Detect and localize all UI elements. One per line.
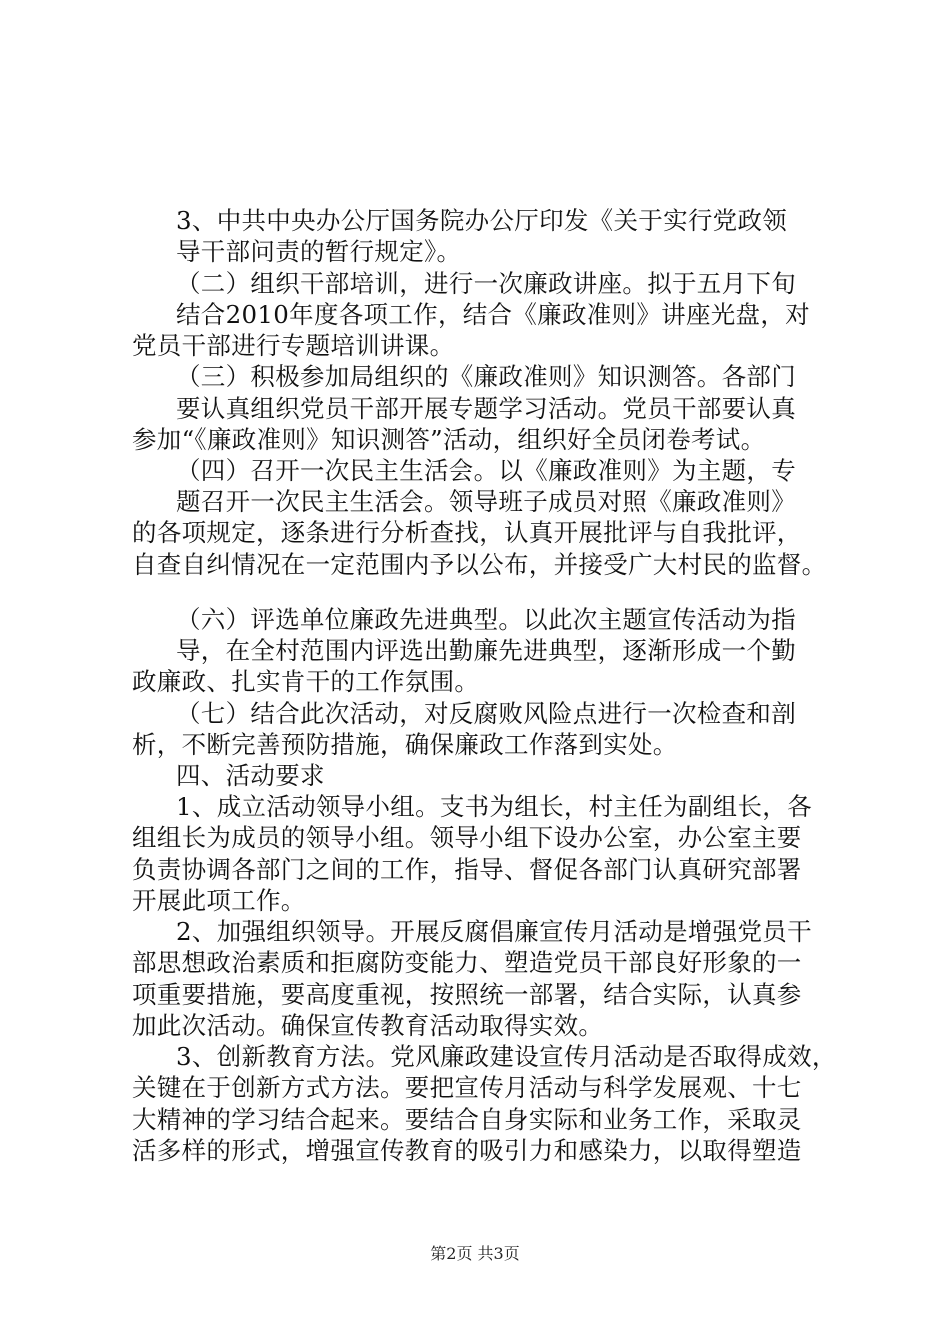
text-line: 参加“《廉政准则》知识测答”活动，组织好全员闭卷考试。 — [132, 425, 766, 454]
text-line: 的各项规定，逐条进行分析查找，认真开展批评与自我批评， — [132, 518, 802, 547]
text-line: 项重要措施，要高度重视，按照统一部署，结合实际，认真参 — [132, 980, 802, 1009]
section-heading: 四、活动要求 — [176, 761, 325, 790]
text-line: 要认真组织党员干部开展专题学习活动。党员干部要认真 — [176, 394, 796, 423]
text-line: 大精神的学习结合起来。要结合自身实际和业务工作，采取灵 — [132, 1105, 802, 1134]
text-line: 2、加强组织领导。开展反腐倡廉宣传月活动是增强党员干 — [176, 917, 812, 946]
text-line: 导，在全村范围内评选出勤廉先进典型，逐渐形成一个勤 — [176, 636, 796, 665]
text-line: （七）结合此次活动，对反腐败风险点进行一次检查和剖 — [176, 699, 796, 728]
text-line: 题召开一次民主生活会。领导班子成员对照《廉政准则》 — [176, 487, 796, 516]
text-line: 组组长为成员的领导小组。领导小组下设办公室，办公室主要 — [132, 823, 802, 852]
text-line: 3、中共中央办公厅国务院办公厅印发《关于实行党政领 — [176, 206, 788, 235]
text-line: （四）召开一次民主生活会。以《廉政准则》为主题，专 — [176, 456, 796, 485]
text-line: 关键在于创新方式方法。要把宣传月活动与科学发展观、十七 — [132, 1073, 802, 1102]
text-line: 导干部问责的暂行规定》。 — [176, 237, 462, 266]
text-line: 政廉政、扎实肯干的工作氛围。 — [132, 667, 480, 696]
text-line: 结合2010年度各项工作，结合《廉政准则》讲座光盘，对 — [176, 300, 810, 329]
text-line: 部思想政治素质和拒腐防变能力、塑造党员干部良好形象的一 — [132, 948, 802, 977]
text-line: （六）评选单位廉政先进典型。以此次主题宣传活动为指 — [176, 605, 796, 634]
page-footer: 第2页 共3页 — [430, 1244, 520, 1263]
text-line: （三）积极参加局组织的《廉政准则》知识测答。各部门 — [176, 362, 796, 391]
text-line: 自查自纠情况在一定范围内予以公布，并接受广大村民的监督。 — [132, 550, 827, 579]
text-line: 开展此项工作。 — [132, 886, 306, 915]
text-line: 3、创新教育方法。党风廉政建设宣传月活动是否取得成效， — [176, 1042, 837, 1071]
text-line: 负责协调各部门之间的工作，指导、督促各部门认真研究部署 — [132, 855, 802, 884]
text-line: 党员干部进行专题培训讲课。 — [132, 331, 455, 360]
text-line: 活多样的形式，增强宣传教育的吸引力和感染力，以取得塑造 — [132, 1136, 802, 1165]
text-line: 析，不断完善预防措施，确保廉政工作落到实处。 — [132, 730, 678, 759]
text-line: （二）组织干部培训，进行一次廉政讲座。拟于五月下旬 — [176, 269, 796, 298]
text-line: 加此次活动。确保宣传教育活动取得实效。 — [132, 1011, 604, 1040]
text-line: 1、成立活动领导小组。支书为组长，村主任为副组长，各 — [176, 792, 812, 821]
